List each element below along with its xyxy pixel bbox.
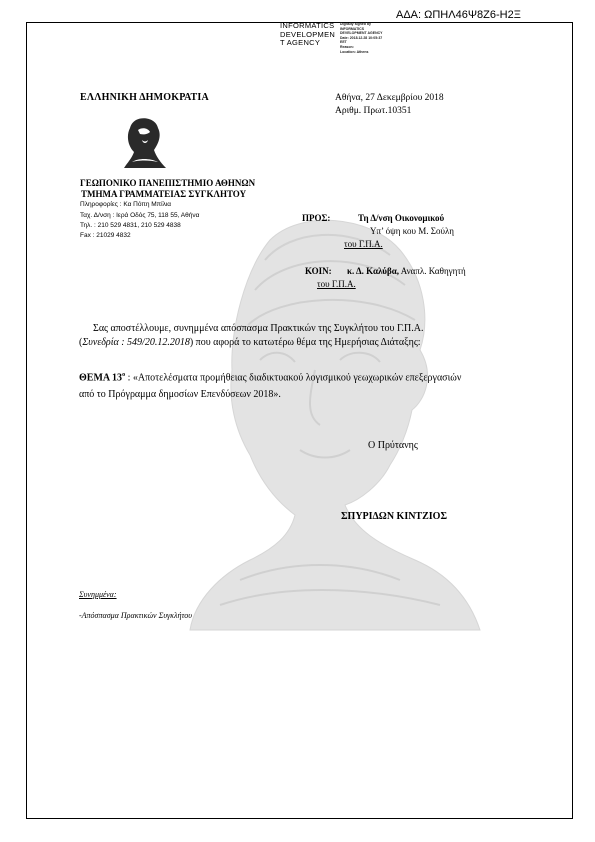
signature-line: Digitally signed by — [340, 22, 371, 26]
theme-line-2: από το Πρόγραμμα δημοσίων Επενδύσεων 2018». — [79, 389, 281, 400]
university-emblem-icon — [118, 116, 170, 172]
cc-title: Αναπλ. Καθηγητή — [398, 266, 466, 276]
ada-code: ΑΔΑ: ΩΠΗΛ46Ψ8Ζ6-Η2Ξ — [396, 9, 521, 21]
stamp-line: T AGENCY — [280, 38, 321, 47]
info-line — [80, 201, 171, 208]
info-label: Πληροφορίες : — [80, 201, 122, 208]
sender-phone: Τηλ. : 210 529 4831, 210 529 4838 — [80, 222, 181, 229]
theme-label: ΘΕΜΑ 13 — [79, 372, 123, 384]
enclosures-heading: Συνημμένα: — [79, 590, 117, 599]
stamp-line: INFORMATICS — [280, 21, 335, 30]
to-label: ΠΡΟΣ: — [302, 213, 331, 223]
signature-line: Location: Athens — [340, 49, 369, 54]
session-open: ( — [79, 337, 83, 348]
to-organization: του Γ.Π.Α. — [344, 239, 383, 249]
enclosure-item: -Απόσπασμα Πρακτικών Συγκλήτου — [79, 611, 192, 620]
cc-label: ΚΟΙΝ: — [305, 266, 332, 276]
sender-fax: Fax : 21029 4832 — [80, 232, 131, 239]
cc-name: κ. Δ. Καλύβα, — [347, 266, 399, 276]
signatory-title: Ο Πρύτανης — [368, 440, 418, 451]
digital-stamp — [280, 22, 335, 48]
signature-line: Date: 2018.12.28 10:05:37 — [340, 35, 383, 40]
department-name: ΤΜΗΜΑ ΓΡΑΜΜΑΤΕΙΑΣ ΣΥΓΚΛΗΤΟΥ — [81, 189, 247, 199]
signatory-name: ΣΠΥΡΙΔΩΝ ΚΙΝΤΖΙΟΣ — [341, 511, 447, 522]
document-date: Αθήνα, 27 Δεκεμβρίου 2018 — [335, 93, 444, 103]
body-paragraph-line-2 — [79, 337, 421, 348]
sender-address: Ταχ. Δ/νση : Ιερά Οδός 75, 118 55, Αθήνα — [80, 212, 200, 219]
to-recipient: Τη Δ/νση Οικονομικού — [358, 213, 445, 223]
republic-heading: ΕΛΛΗΝΙΚΗ ΔΗΜΟΚΡΑΤΙΑ — [80, 92, 209, 103]
theme-line-1 — [79, 372, 461, 383]
theme-ordinal: ο — [122, 372, 126, 378]
attention-line: Υπ’ όψη κου Μ. Σούλη — [370, 226, 454, 236]
session-reference: Συνεδρία : 549/20.12.2018 — [82, 337, 190, 348]
body-paragraph-line-1: Σας αποστέλλουμε, συνημμένα απόσπασμα Πρακτικών της Συγκλήτου του Γ.Π.Α. — [93, 323, 424, 334]
digital-signature-details — [340, 22, 382, 54]
university-name: ΓΕΩΠΟΝΙΚΟ ΠΑΝΕΠΙΣΤΗΜΙΟ ΑΘΗΝΩΝ — [80, 178, 256, 188]
stamp-line: DEVELOPMEN — [280, 29, 336, 39]
signature-line: INFORMATICS — [340, 26, 365, 31]
cc-organization: του Γ.Π.Α. — [317, 279, 356, 289]
info-contact: Κα Πόπη Μπίλια — [123, 201, 172, 208]
theme-text: : «Αποτελέσματα προμήθειας διαδικτυακού λογισμικού γεωχωρικών επεξεργασιών — [125, 372, 462, 384]
signature-line: Reason: — [340, 44, 354, 49]
protocol-number: Αριθμ. Πρωτ.10351 — [335, 106, 412, 116]
signature-line: EET — [340, 40, 347, 45]
signature-line: DEVELOPMENT AGENCY — [340, 31, 383, 36]
cc-recipient — [347, 266, 466, 276]
body-line-2-rest: ) που αφορά το κατωτέρω θέμα της Ημερήσιας Διάταξης: — [189, 337, 421, 348]
